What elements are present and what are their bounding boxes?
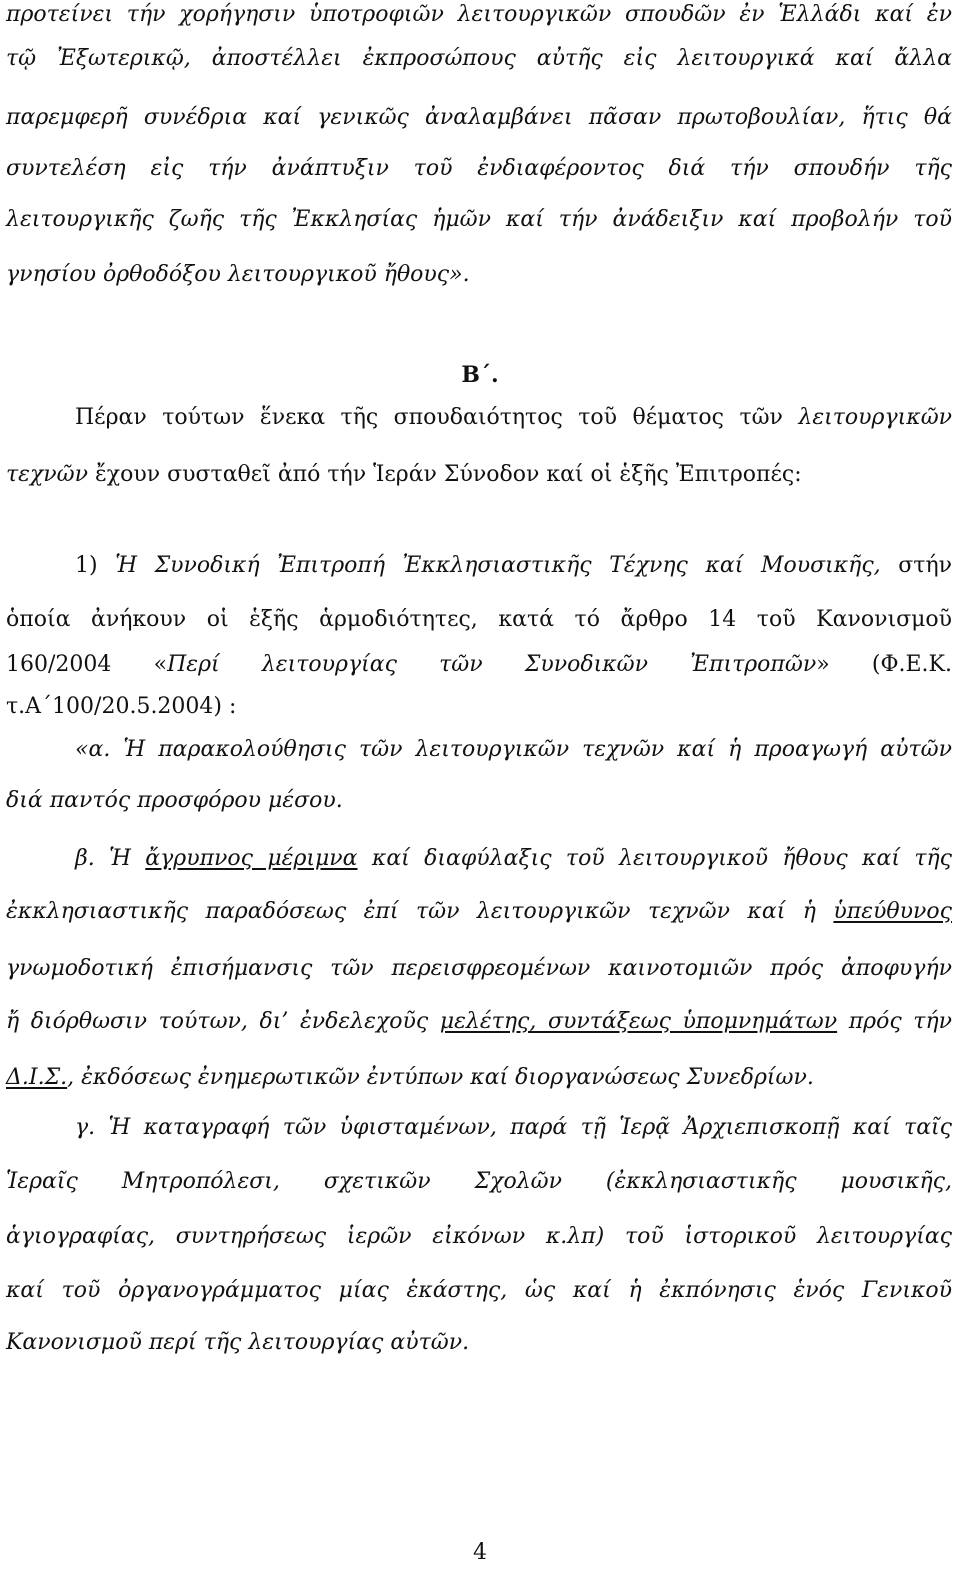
text-line: «α. Ἡ παρακολούθησις τῶν λειτουργικῶν τεχνῶν καί ἡ προαγωγή αὐτῶν <box>75 737 952 762</box>
text-line: γ. Ἡ καταγραφή τῶν ὑφισταμένων, παρά τῇ Ἱερᾷ Ἀρχιεπισκοπῇ καί ταῖς <box>75 1115 952 1140</box>
section-heading: Β΄. <box>461 362 499 388</box>
text-line: συντελέση εἰς τήν ἀνάπτυξιν τοῦ ἐνδιαφέροντος διά τήν σπουδήν τῆς <box>6 156 952 181</box>
text-span: στήν <box>898 553 953 578</box>
text-line: τ.Α΄100/20.5.2004) : <box>6 694 237 719</box>
text-line <box>6 1007 952 1037</box>
text-line: τῷ Ἐξωτερικῷ, ἀποστέλλει ἐκπροσώπους αὐτῆς εἰς λειτουργικά καί ἄλλα <box>6 46 952 71</box>
text-line <box>6 897 952 927</box>
text-span: β. Ἡ <box>75 846 146 871</box>
text-span: 1) <box>75 553 98 578</box>
text-span: ἤ διόρθωσιν τούτων, δι’ ἐνδελεχοῦς <box>6 1009 440 1034</box>
text-span: Πέραν τούτων ἕνεκα τῆς σπουδαιότητος τοῦ θέματος τῶν <box>75 405 783 430</box>
text-line: παρεμφερῆ συνέδρια καί γενικῶς ἀναλαμβάνει πᾶσαν πρωτοβουλίαν, ἥτις θά <box>6 105 952 130</box>
text-span: καί διαφύλαξις τοῦ λειτουργικοῦ ἤθους καί τῆς <box>357 846 952 871</box>
text-span: 160/2004 « <box>6 652 168 677</box>
text-line <box>75 403 952 433</box>
text-span: πρός τήν <box>837 1009 952 1034</box>
text-span: λειτουργικῶν <box>798 405 953 430</box>
text-span: ἐκκλησιαστικῆς παραδόσεως ἐπί τῶν λειτουργικῶν τεχνῶν καί ἡ <box>6 899 834 924</box>
text-span: » (Φ.Ε.Κ. <box>816 652 952 677</box>
text-line: Κανονισμοῦ περί τῆς λειτουργίας αὐτῶν. <box>6 1330 470 1355</box>
text-span: ὑπεύθυνος <box>833 899 952 924</box>
text-span: , ἐκδόσεως ἐνημερωτικῶν ἐντύπων καί διοργανώσεως Συνεδρίων. <box>67 1065 814 1090</box>
text-span: Περί λειτουργίας τῶν Συνοδικῶν Ἐπιτροπῶν <box>167 652 817 677</box>
text-line: καί τοῦ ὀργανογράμματος μίας ἑκάστης, ὡς καί ἡ ἐκπόνησις ἑνός Γενικοῦ <box>6 1278 952 1303</box>
text-span: Δ.Ι.Σ. <box>6 1065 68 1090</box>
text-line: ὁποία ἀνήκουν οἱ ἑξῆς ἁρμοδιότητες, κατά τό ἄρθρο 14 τοῦ Κανονισμοῦ <box>6 607 952 632</box>
text-line <box>6 1063 952 1093</box>
text-span: ἄγρυπνος μέριμνα <box>145 846 358 871</box>
text-line: γνωμοδοτική ἐπισήμανσις τῶν περεισφρεομένων καινοτομιῶν πρός ἀποφυγήν <box>6 956 952 981</box>
text-line: προτείνει τήν χορήγησιν ὑποτροφιῶν λειτουργικῶν σπουδῶν ἐν Ἑλλάδι καί ἐν <box>6 2 952 27</box>
text-line: ἁγιογραφίας, συντηρήσεως ἱερῶν εἰκόνων κ.λπ) τοῦ ἱστορικοῦ λειτουργίας <box>6 1224 952 1249</box>
text-span: μελέτης, συντάξεως ὑπομνημάτων <box>439 1009 838 1034</box>
text-line <box>6 650 952 680</box>
text-line: λειτουργικῆς ζωῆς τῆς Ἐκκλησίας ἡμῶν καί τήν ἀνάδειξιν καί προβολήν τοῦ <box>6 207 952 232</box>
text-line: γνησίου ὀρθοδόξου λειτουργικοῦ ἤθους». <box>6 262 470 287</box>
text-span: ἔχουν συσταθεῖ ἀπό τήν Ἱεράν Σύνοδον καί οἱ ἑξῆς Ἐπιτροπές: <box>95 462 802 487</box>
text-span: Ἡ Συνοδική Ἐπιτροπή Ἐκκλησιαστικῆς Τέχνης καί Μουσικῆς, <box>115 553 881 578</box>
text-line <box>6 460 952 490</box>
text-line: Ἱεραῖς Μητροπόλεσι, σχετικῶν Σχολῶν (ἐκκλησιαστικῆς μουσικῆς, <box>6 1169 952 1194</box>
page-number: 4 <box>473 1540 487 1565</box>
text-line <box>75 551 952 581</box>
text-span: τεχνῶν <box>6 462 88 487</box>
text-line <box>75 844 952 874</box>
text-line: διά παντός προσφόρου μέσου. <box>6 788 343 813</box>
